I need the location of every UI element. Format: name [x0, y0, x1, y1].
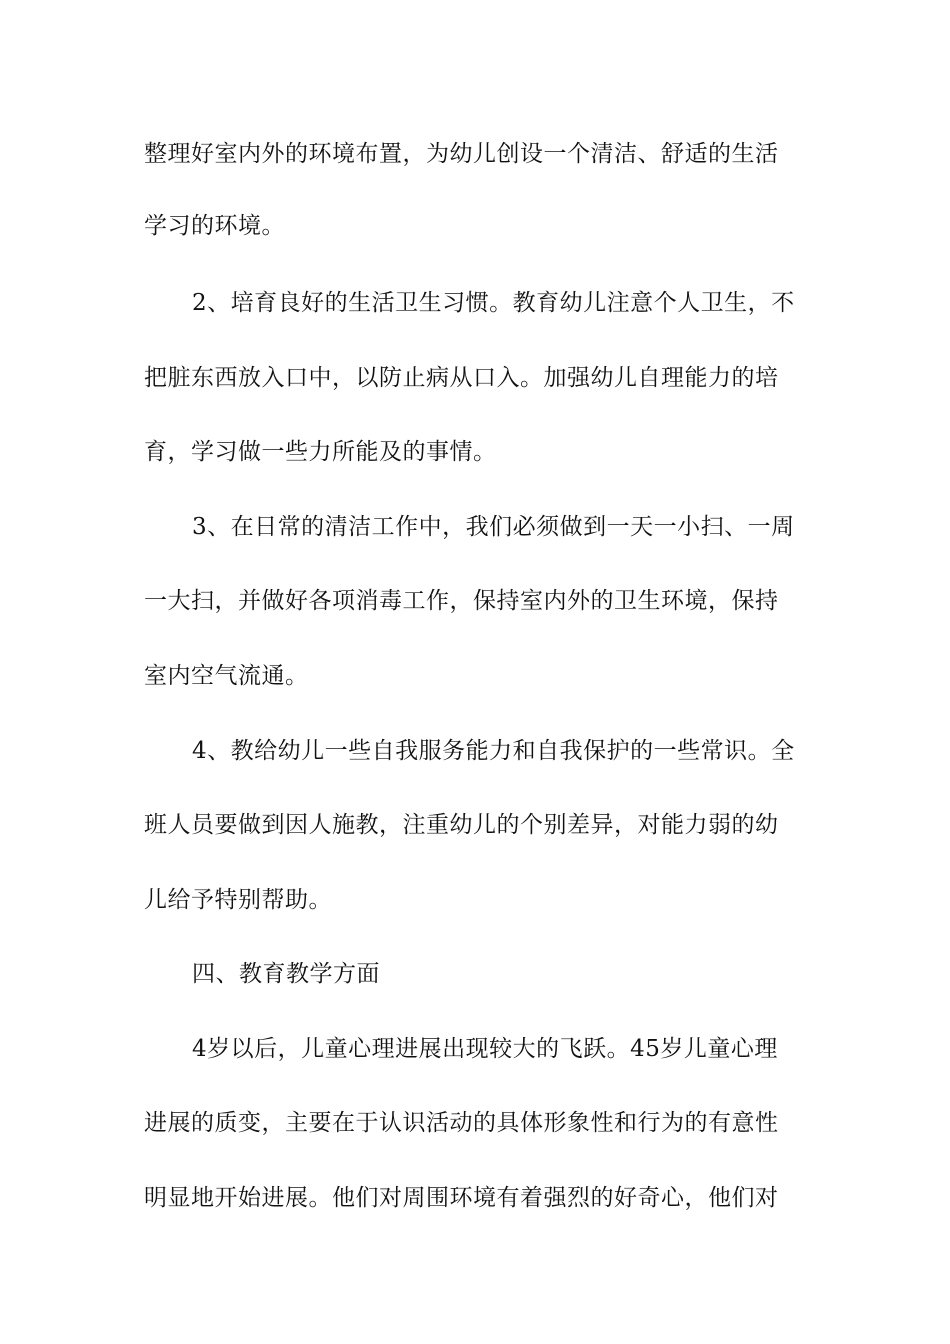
text-line: 4岁以后，儿童心理进展出现较大的飞跃。45岁儿童心理 — [192, 1036, 778, 1062]
text-line: 4、教给幼儿一些自我服务能力和自我保护的一些常识。全 — [192, 738, 795, 764]
text-line: 3、在日常的清洁工作中，我们必须做到一天一小扫、一周 — [192, 514, 795, 540]
text-line: 学习的环境。 — [144, 213, 285, 239]
text-line: 明显地开始进展。他们对周围环境有着强烈的好奇心，他们对 — [144, 1185, 779, 1211]
text-line: 整理好室内外的环境布置，为幼儿创设一个清洁、舒适的生活 — [144, 141, 779, 167]
text-line: 儿给予特别帮助。 — [144, 887, 332, 913]
text-line: 一大扫，并做好各项消毒工作，保持室内外的卫生环境，保持 — [144, 588, 779, 614]
text-line: 室内空气流通。 — [144, 663, 309, 689]
section-heading: 四、教育教学方面 — [192, 961, 380, 987]
text-line: 进展的质变，主要在于认识活动的具体形象性和行为的有意性 — [144, 1110, 779, 1136]
text-line: 育，学习做一些力所能及的事情。 — [144, 439, 497, 465]
text-line: 把脏东西放入口中，以防止病从口入。加强幼儿自理能力的培 — [144, 365, 779, 391]
text-line: 2、培育良好的生活卫生习惯。教育幼儿注意个人卫生，不 — [192, 290, 795, 316]
text-line: 班人员要做到因人施教，注重幼儿的个别差异，对能力弱的幼 — [144, 812, 779, 838]
